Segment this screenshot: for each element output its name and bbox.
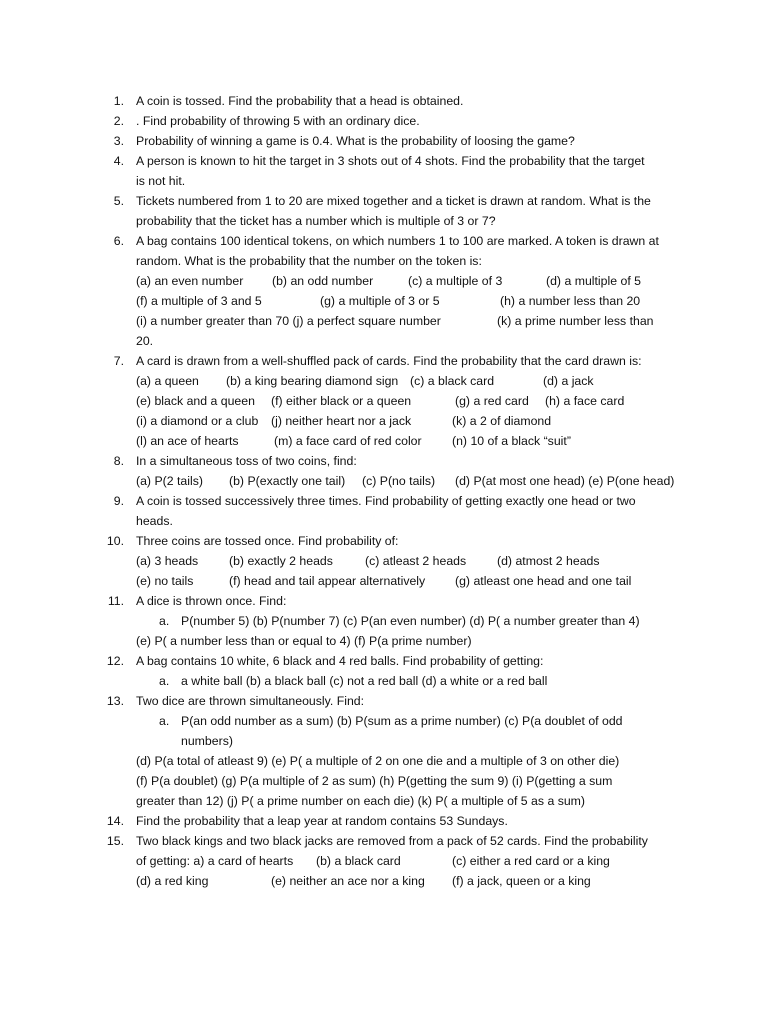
option-item: (b) an odd number (272, 274, 374, 288)
question-text: A dice is thrown once. Find: (136, 594, 287, 608)
question-text: random. What is the probability that the number on the token is: (136, 254, 482, 268)
sub-label: a. (159, 674, 170, 688)
option-item: (c) either a red card or a king (452, 854, 610, 868)
question-number: 1. (113, 94, 124, 108)
question-text: Two dice are thrown simultaneously. Find: (136, 694, 365, 708)
question-text: A coin is tossed. Find the probability that a head is obtained. (136, 94, 464, 108)
option-item: (h) a face card (545, 394, 625, 408)
question-text: greater than 12) (j) P( a prime number on each die) (k) P( a multiple of 5 as a sum) (136, 794, 586, 808)
option-item: (f) head and tail appear alternatively (229, 574, 426, 588)
option-item: (c) a black card (410, 374, 495, 388)
option-item: (i) a number greater than 70 (j) a perfect square number (136, 314, 441, 328)
question-number: 12. (106, 654, 124, 668)
option-item: 20. (136, 334, 154, 348)
option-item: (k) a 2 of diamond (452, 414, 552, 428)
option-item: (g) atleast one head and one tail (455, 574, 632, 588)
sub-label: a. (159, 714, 170, 728)
question-text: Tickets numbered from 1 to 20 are mixed together and a ticket is drawn at random. What is the (136, 194, 651, 208)
question-number: 14. (106, 814, 124, 828)
option-item: (d) a jack (543, 374, 594, 388)
option-item: (f) a multiple of 3 and 5 (136, 294, 262, 308)
question-number: 6. (113, 234, 124, 248)
option-item: (c) atleast 2 heads (365, 554, 467, 568)
option-item: (a) P(2 tails) (136, 474, 203, 488)
question-number: 9. (113, 494, 124, 508)
question-number: 5. (113, 194, 124, 208)
option-item: (e) neither an ace nor a king (271, 874, 425, 888)
question-text: (d) P(a total of atleast 9) (e) P( a multiple of 2 on one die and a multiple of 3 on other die) (136, 754, 620, 768)
question-text: A bag contains 10 white, 6 black and 4 red balls. Find probability of getting: (136, 654, 544, 668)
option-item: (a) a queen (136, 374, 199, 388)
question-text: A person is known to hit the target in 3 shots out of 4 shots. Find the probability that the target (136, 154, 645, 168)
question-number: 13. (106, 694, 124, 708)
question-text: A coin is tossed successively three times. Find probability of getting exactly one head or two (136, 494, 636, 508)
question-text: Probability of winning a game is 0.4. What is the probability of loosing the game? (136, 134, 575, 148)
question-text: In a simultaneous toss of two coins, find: (136, 454, 357, 468)
question-number: 2. (113, 114, 124, 128)
question-text: heads. (136, 514, 173, 528)
option-item: (n) 10 of a black “suit” (452, 434, 571, 448)
option-item: (d) P(at most one head) (e) P(one head) (455, 474, 675, 488)
option-item: (i) a diamond or a club (136, 414, 259, 428)
option-item: (f) either black or a queen (271, 394, 412, 408)
option-item: (c) P(no tails) (362, 474, 436, 488)
question-text: Two black kings and two black jacks are removed from a pack of 52 cards. Find the probability (136, 834, 648, 848)
sub-text: P(an odd number as a sum) (b) P(sum as a prime number) (c) P(a doublet of odd (181, 714, 623, 728)
option-item: (b) exactly 2 heads (229, 554, 333, 568)
option-item: of getting: a) a card of hearts (136, 854, 294, 868)
sub-text: numbers) (181, 734, 233, 748)
option-item: (h) a number less than 20 (500, 294, 641, 308)
option-item: (k) a prime number less than (497, 314, 654, 328)
option-item: (b) P(exactly one tail) (229, 474, 346, 488)
option-item: (b) a black card (316, 854, 401, 868)
option-item: (l) an ace of hearts (136, 434, 239, 448)
question-number: 10. (106, 534, 124, 548)
question-text: Three coins are tossed once. Find probability of: (136, 534, 399, 548)
question-number: 8. (113, 454, 124, 468)
question-text: is not hit. (136, 174, 186, 188)
option-item: (a) an even number (136, 274, 244, 288)
option-item: (e) black and a queen (136, 394, 255, 408)
question-text: Find the probability that a leap year at random contains 53 Sundays. (136, 814, 508, 828)
question-text: (f) P(a doublet) (g) P(a multiple of 2 as sum) (h) P(getting the sum 9) (i) P(getting a sum (136, 774, 613, 788)
option-item: (m) a face card of red color (274, 434, 422, 448)
question-text: (e) P( a number less than or equal to 4) (f) P(a prime number) (136, 634, 472, 648)
option-item: (d) a red king (136, 874, 209, 888)
question-number: 4. (113, 154, 124, 168)
option-item: (d) a multiple of 5 (546, 274, 642, 288)
option-item: (e) no tails (136, 574, 194, 588)
question-number: 11. (107, 594, 124, 608)
sub-text: P(number 5) (b) P(number 7) (c) P(an even number) (d) P( a number greater than 4) (181, 614, 640, 628)
question-text: . Find probability of throwing 5 with an ordinary dice. (136, 114, 420, 128)
question-text: probability that the ticket has a number which is multiple of 3 or 7? (136, 214, 496, 228)
option-item: (b) a king bearing diamond sign (226, 374, 399, 388)
sub-text: a white ball (b) a black ball (c) not a red ball (d) a white or a red ball (181, 674, 548, 688)
option-item: (j) neither heart nor a jack (271, 414, 412, 428)
option-item: (f) a jack, queen or a king (452, 874, 591, 888)
option-item: (a) 3 heads (136, 554, 199, 568)
question-number: 7. (113, 354, 124, 368)
question-text: A card is drawn from a well-shuffled pack of cards. Find the probability that the card drawn is: (136, 354, 642, 368)
question-number: 3. (113, 134, 124, 148)
question-number: 15. (106, 834, 124, 848)
option-item: (c) a multiple of 3 (408, 274, 503, 288)
sub-label: a. (159, 614, 170, 628)
option-item: (g) a multiple of 3 or 5 (320, 294, 440, 308)
option-item: (d) atmost 2 heads (497, 554, 600, 568)
option-item: (g) a red card (455, 394, 529, 408)
question-text: A bag contains 100 identical tokens, on which numbers 1 to 100 are marked. A token is drawn at (136, 234, 659, 248)
